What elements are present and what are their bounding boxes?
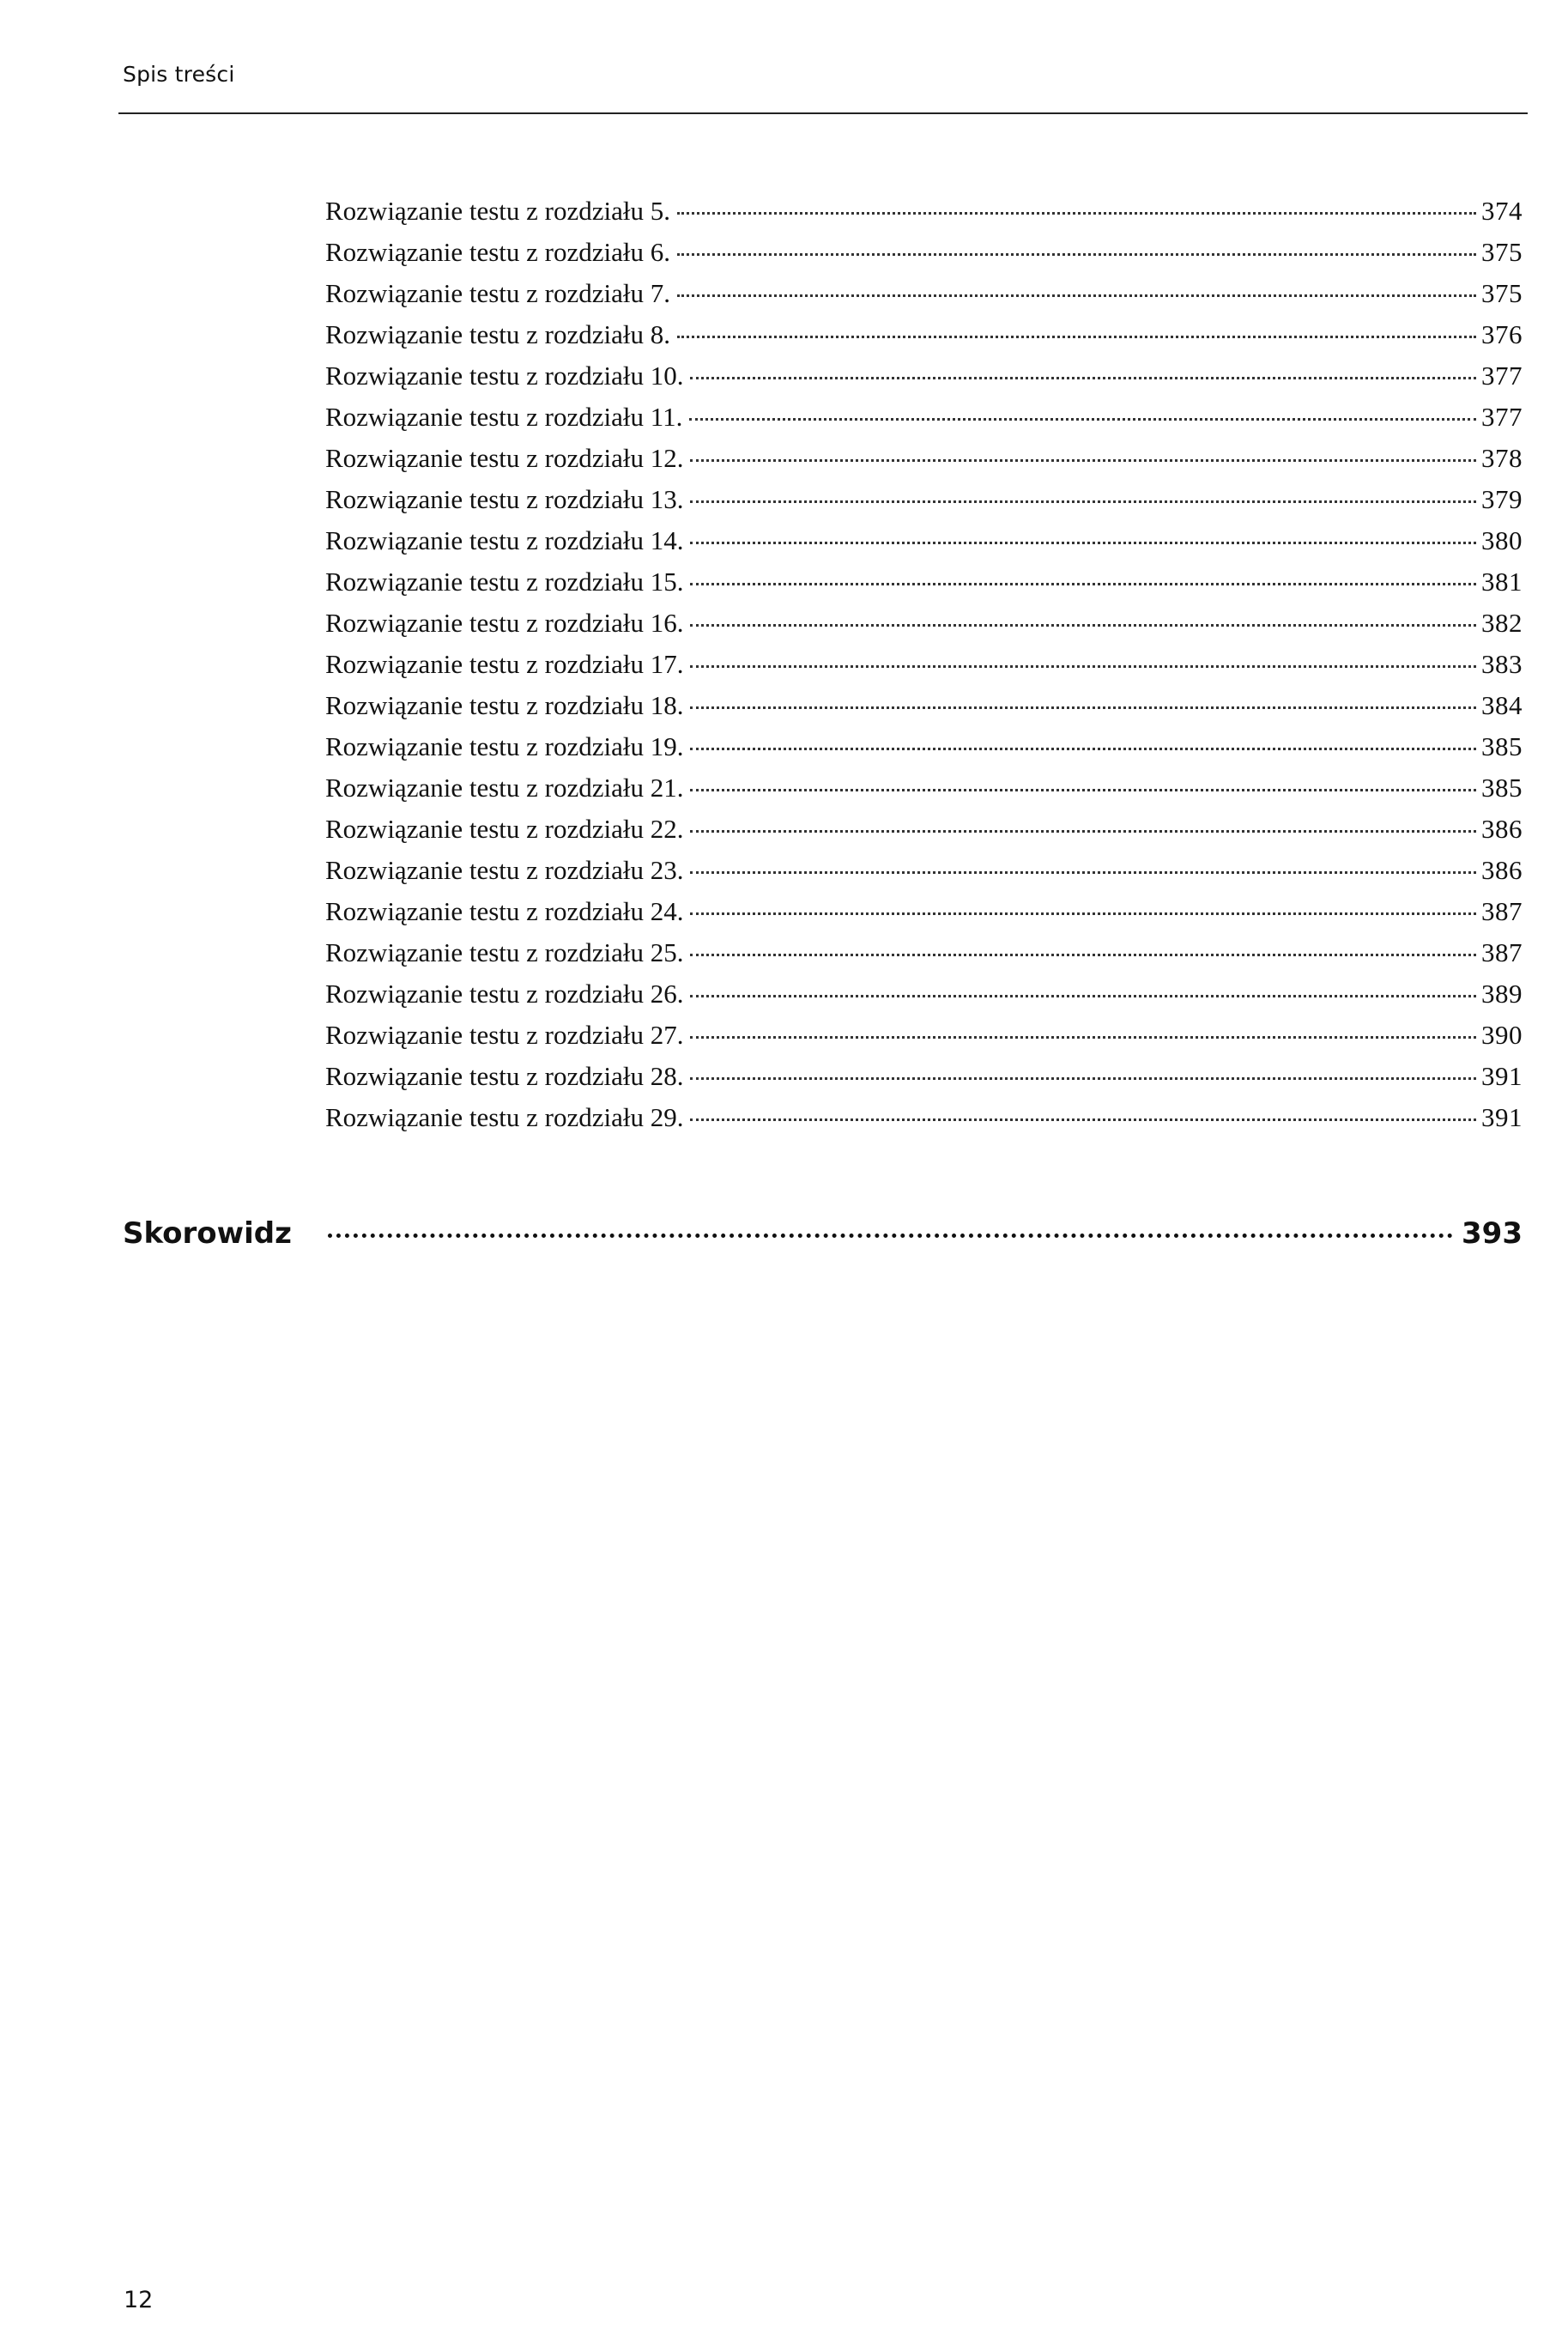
toc-entry-page-number: 391	[1481, 1061, 1523, 1091]
toc-entry-title: Rozwiązanie testu z rozdziału 25.	[325, 937, 684, 967]
toc-entry-title: Rozwiązanie testu z rozdziału 22.	[325, 814, 684, 844]
toc-entry-title: Rozwiązanie testu z rozdziału 18.	[325, 690, 684, 720]
toc-entry[interactable]	[325, 232, 1523, 273]
toc-entry-title: Rozwiązanie testu z rozdziału 21.	[325, 773, 684, 803]
toc-entry[interactable]	[325, 520, 1523, 561]
dot-leader	[690, 1118, 1476, 1121]
toc-entry[interactable]	[325, 891, 1523, 932]
toc-entry-title: Rozwiązanie testu z rozdziału 28.	[325, 1061, 684, 1091]
dot-leader	[690, 789, 1476, 791]
toc-entry-title: Rozwiązanie testu z rozdziału 23.	[325, 855, 684, 885]
toc-entry[interactable]	[325, 1097, 1523, 1138]
toc-entry-page-number: 384	[1481, 690, 1523, 720]
toc-entry[interactable]	[325, 850, 1523, 891]
toc-entry-title: Rozwiązanie testu z rozdziału 10.	[325, 361, 684, 391]
toc-entry-page-number: 387	[1481, 896, 1523, 926]
toc-entry-page-number: 383	[1481, 649, 1523, 679]
toc-entry-title: Rozwiązanie testu z rozdziału 24.	[325, 896, 684, 926]
toc-entry[interactable]	[325, 726, 1523, 767]
dot-leader	[690, 830, 1476, 833]
toc-entry-title: Rozwiązanie testu z rozdziału 14.	[325, 525, 684, 555]
dot-leader	[690, 377, 1476, 379]
toc-entry-title: Rozwiązanie testu z rozdziału 13.	[325, 484, 684, 514]
toc-entry[interactable]	[325, 397, 1523, 438]
toc-entry-page-number: 377	[1481, 402, 1523, 432]
dot-leader	[677, 294, 1476, 297]
toc-entry[interactable]	[325, 561, 1523, 603]
toc-entry[interactable]	[325, 1056, 1523, 1097]
toc-entry-page-number: 381	[1481, 567, 1523, 597]
toc-list	[325, 191, 1523, 1138]
dot-leader	[690, 665, 1476, 668]
dot-leader	[677, 212, 1476, 215]
toc-entry-title: Rozwiązanie testu z rozdziału 8.	[325, 319, 670, 349]
toc-entry[interactable]	[325, 191, 1523, 232]
toc-entry[interactable]	[325, 273, 1523, 314]
dot-leader	[689, 418, 1476, 421]
toc-entry-page-number: 390	[1481, 1020, 1523, 1050]
toc-entry-title: Rozwiązanie testu z rozdziału 26.	[325, 979, 684, 1009]
toc-entry[interactable]	[325, 685, 1523, 726]
toc-entry-title: Rozwiązanie testu z rozdziału 5.	[325, 196, 670, 226]
toc-entry-index[interactable]	[123, 1212, 1523, 1255]
toc-entry[interactable]	[325, 355, 1523, 397]
toc-entry-page-number: 377	[1481, 361, 1523, 391]
dot-leader	[690, 871, 1476, 874]
dot-leader	[690, 542, 1476, 544]
dot-leader	[677, 336, 1476, 338]
dot-leader	[690, 459, 1476, 462]
dot-leader	[690, 995, 1476, 997]
toc-entry[interactable]	[325, 603, 1523, 644]
running-header-title: Spis treści	[123, 62, 235, 87]
toc-entry-page-number: 391	[1481, 1102, 1523, 1132]
dot-leader	[690, 500, 1476, 503]
index-page-number: 393	[1462, 1216, 1523, 1251]
toc-entry-title: Rozwiązanie testu z rozdziału 15.	[325, 567, 684, 597]
toc-entry-page-number: 375	[1481, 237, 1523, 267]
toc-entry[interactable]	[325, 644, 1523, 685]
toc-entry-title: Rozwiązanie testu z rozdziału 29.	[325, 1102, 684, 1132]
toc-entry-title: Rozwiązanie testu z rozdziału 7.	[325, 278, 670, 308]
dot-leader	[690, 748, 1476, 750]
toc-entry-title: Rozwiązanie testu z rozdziału 6.	[325, 237, 670, 267]
toc-entry-page-number: 385	[1481, 773, 1523, 803]
toc-entry-page-number: 378	[1481, 443, 1523, 473]
dot-leader	[690, 706, 1476, 709]
toc-entry-page-number: 376	[1481, 319, 1523, 349]
index-title: Skorowidz	[123, 1216, 292, 1251]
toc-entry-title: Rozwiązanie testu z rozdziału 19.	[325, 731, 684, 761]
toc-entry-page-number: 386	[1481, 814, 1523, 844]
toc-entry-title: Rozwiązanie testu z rozdziału 27.	[325, 1020, 684, 1050]
toc-entry-page-number: 382	[1481, 608, 1523, 638]
toc-entry-page-number: 380	[1481, 525, 1523, 555]
toc-entry-page-number: 385	[1481, 731, 1523, 761]
toc-entry[interactable]	[325, 809, 1523, 850]
dot-leader	[690, 624, 1476, 627]
toc-entry-title: Rozwiązanie testu z rozdziału 17.	[325, 649, 684, 679]
toc-entry-page-number: 386	[1481, 855, 1523, 885]
toc-entry-title: Rozwiązanie testu z rozdziału 12.	[325, 443, 684, 473]
toc-entry-title: Rozwiązanie testu z rozdziału 16.	[325, 608, 684, 638]
toc-entry[interactable]	[325, 767, 1523, 809]
dot-leader	[690, 912, 1476, 915]
toc-entry-page-number: 375	[1481, 278, 1523, 308]
toc-entry[interactable]	[325, 932, 1523, 973]
toc-entry-page-number: 387	[1481, 937, 1523, 967]
dot-leader	[690, 1077, 1476, 1080]
dot-leader	[690, 954, 1476, 956]
toc-entry[interactable]	[325, 438, 1523, 479]
header-rule	[118, 112, 1528, 114]
toc-entry[interactable]	[325, 479, 1523, 520]
dot-leader	[690, 583, 1476, 585]
toc-entry[interactable]	[325, 314, 1523, 355]
toc-entry-page-number: 389	[1481, 979, 1523, 1009]
page-number: 12	[124, 2287, 154, 2313]
dot-leader	[677, 253, 1476, 256]
toc-entry[interactable]	[325, 973, 1523, 1015]
toc-entry-page-number: 374	[1481, 196, 1523, 226]
dot-leader	[328, 1234, 1453, 1238]
toc-entry[interactable]	[325, 1015, 1523, 1056]
toc-entry-title: Rozwiązanie testu z rozdziału 11.	[325, 402, 683, 432]
dot-leader	[690, 1036, 1476, 1039]
toc-entry-page-number: 379	[1481, 484, 1523, 514]
